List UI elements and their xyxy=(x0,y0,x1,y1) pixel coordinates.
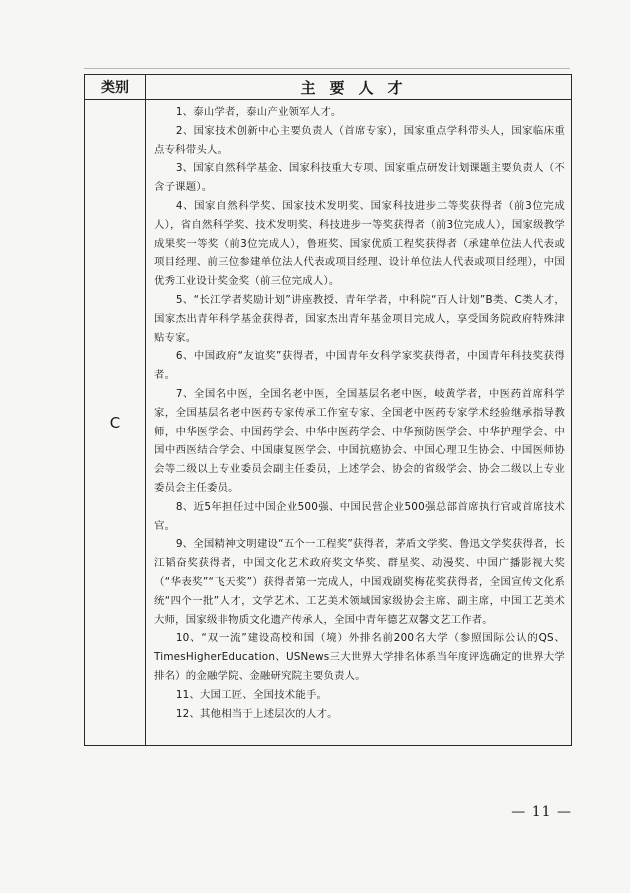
list-item: 9、全国精神文明建设“五个一工程奖”获得者，茅盾文学奖、鲁迅文学奖获得者，长江韬奋奖获得者，中国文化艺术政府奖文华奖、群星奖、动漫奖、中国广播影视大奖（“华表奖”“飞天奖”）获得者第一完成人，中国戏剧奖梅花奖获得者，全国宣传文化系统“四个一批”人才，文学艺术、工艺美术领域国家级协会主席、副主席，中国工艺美术大师，国家级非物质文化遗产传承人，全国中青年德艺双馨文艺工作者。 xyxy=(154,538,565,626)
list-item: 6、中国政府“友谊奖”获得者，中国青年女科学家奖获得者，中国青年科技奖获得者。 xyxy=(154,350,565,382)
list-item: 7、全国名中医，全国名老中医，全国基层名老中医，岐黄学者，中医药首席科学家，全国基层名老中医药专家传承工作室专家、全国老中医药专家学术经验继承指导教师，中华医学会、中国药学会、中华中医药学会、中华预防医学会、中华护理学会、中国中西医结合学会、中国康复医学会、中国抗癌协会、中国心理卫生协会、中国医师协会等二级以上专业委员会副主任委员，上述学会、协会的省级学会、协会二级以上专业委员会主任委员。 xyxy=(154,387,565,494)
table-header-row xyxy=(85,75,572,100)
top-divider xyxy=(84,68,570,69)
page-number: — 11 — xyxy=(511,804,572,820)
talent-list-cell xyxy=(146,100,572,746)
list-item: 4、国家自然科学奖、国家技术发明奖、国家科技进步二等奖获得者（前3位完成人），省自然科学奖、技术发明奖、科技进步一等奖获得者（前3位完成人），国家级教学成果奖一等奖（前3位完成人），鲁班奖、国家优质工程奖获得者（承建单位法人代表或项目经理、前三位参建单位法人代表或项目经理、设计单位法人代表或项目经理），中国优秀工业设计奖金奖（前三位完成人）。 xyxy=(154,199,565,288)
list-item: 8、近5年担任过中国企业500强、中国民营企业500强总部首席执行官或首席技术官。 xyxy=(154,500,565,532)
list-item: 11、大国工匠、全国技术能手。 xyxy=(175,688,328,701)
table-row xyxy=(85,100,572,746)
header-category: 类别 xyxy=(85,75,146,100)
list-item: 10、“双一流”建设高校和国（境）外排名前200名大学（参照国际公认的QS、TimesHigherEducation、USNews三大世界大学排名体系当年度评选确定的世界大学排名）的金融学院、金融研究院主要负责人。 xyxy=(154,632,565,682)
list-item: 5、“长江学者奖励计划”讲座教授、青年学者，中科院“百人计划”B类、C类人才，国家杰出青年科学基金获得者，国家杰出青年基金项目完成人，享受国务院政府特殊津贴专家。 xyxy=(154,293,565,344)
category-cell: C xyxy=(85,100,146,746)
list-item: 1、泰山学者，泰山产业领军人才。 xyxy=(175,106,342,118)
list-item: 2、国家技术创新中心主要负责人（首席专家），国家重点学科带头人，国家临床重点专科带头人。 xyxy=(154,124,565,156)
list-item: 12、其他相当于上述层次的人才。 xyxy=(175,707,338,720)
list-item: 3、国家自然科学基金、国家科技重大专项、国家重点研发计划课题主要负责人（不含子课题）。 xyxy=(154,162,565,194)
talent-table xyxy=(84,74,572,746)
header-main-talent: 主要人才 xyxy=(146,75,572,100)
